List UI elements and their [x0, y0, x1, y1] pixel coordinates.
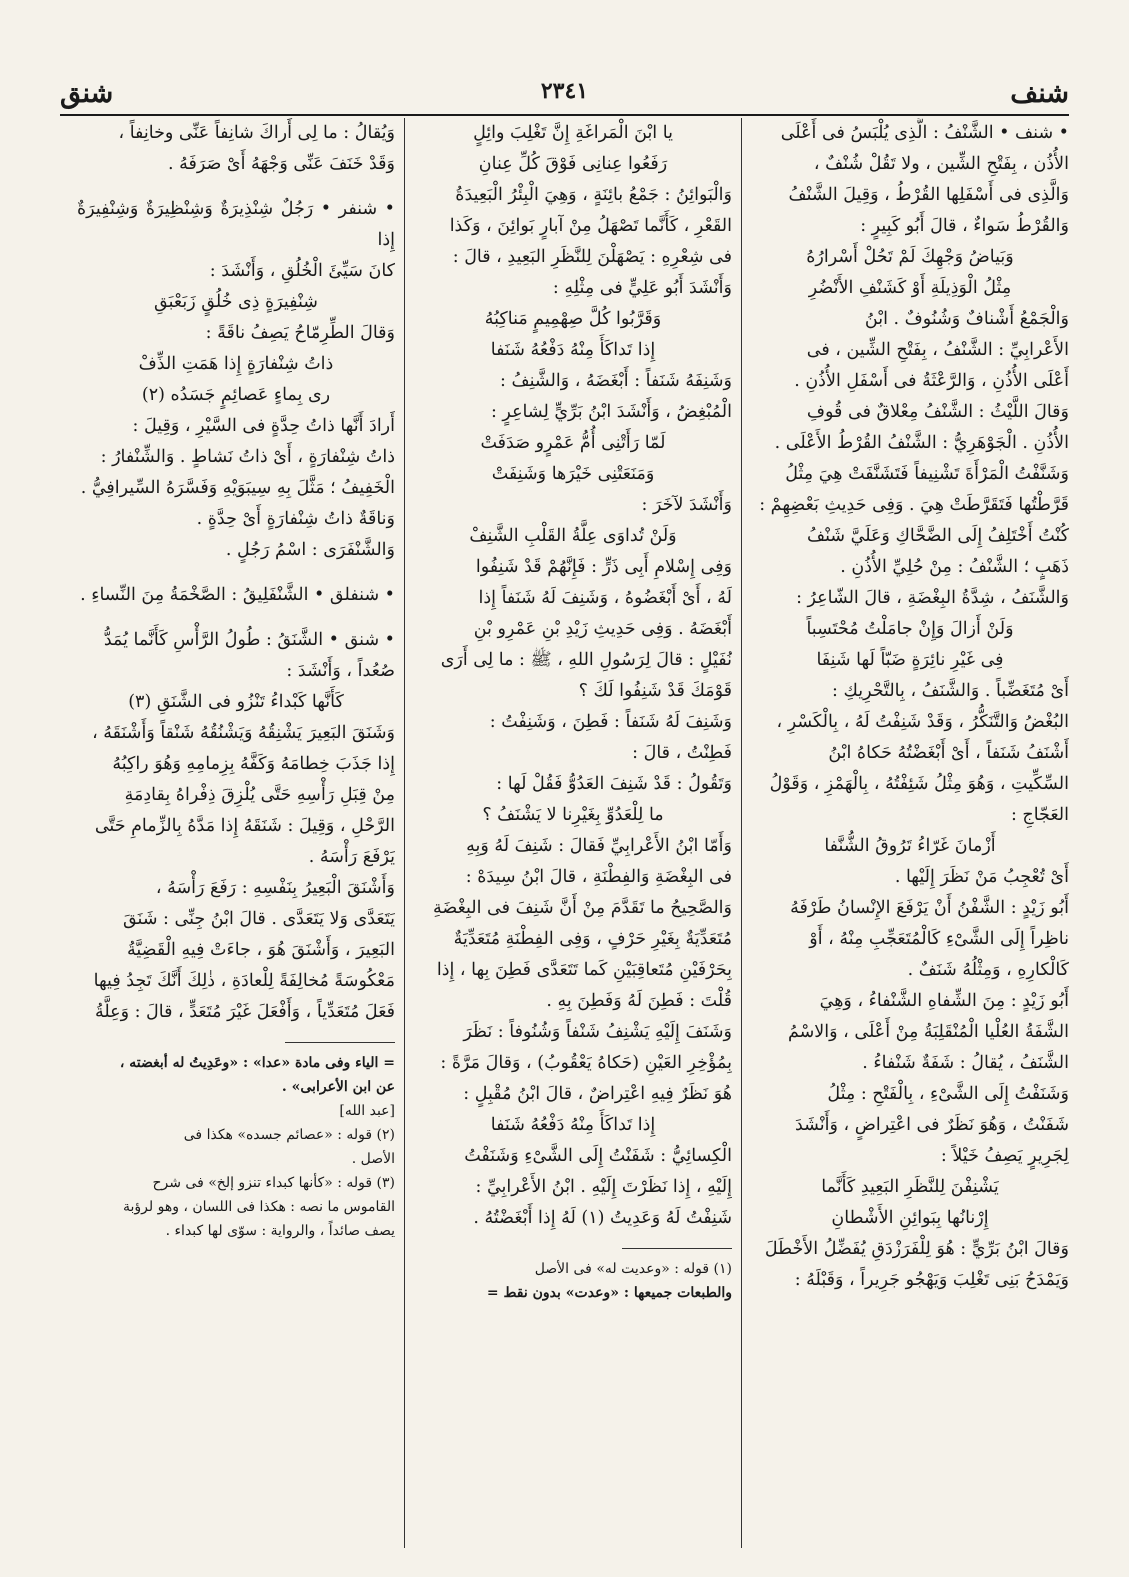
text-line: مَعْكُوسَةً مُخالِفَةً لِلْعادَةِ ، ذٰلِكَ أَنَّكَ تَجِدُ فِيها	[93, 971, 395, 991]
text-line: وَالَّذِى فى أَسْفَلِها القُرْطُ ، وَقِيلَ الشَّنْفُ	[788, 185, 1069, 205]
text-line: الشَّنَفُ ، يُقالُ : شَفَةٌ شَنْفاءُ .	[862, 1053, 1069, 1073]
text-line: كانَ سَيِّئَ الْخُلُقِ ، وَأَنْشَدَ :	[209, 261, 395, 281]
text-line: وَالشَّنَفُ ، شِدَّةُ البِغْضَةِ ، قالَ الشّاعِرُ :	[796, 588, 1069, 608]
verse-line: وَقَرَّبُوا كُلَّ صِهْمِيمٍ مَناكِبُهُ	[484, 309, 662, 329]
text-line: يَتَعَدَّى وَلا يَتَعَدَّى . قالَ ابْنُ جِنِّى : شَنَقَ	[122, 909, 395, 929]
text-line: ذَهَبٍ ؛ الشَّنْفُ : مِنْ حُلِيِّ الأُذُنِ .	[840, 557, 1069, 577]
text-line: الرَّحْلِ ، وَقِيلَ : شَنَقَهُ إِذا مَدَّهُ بِالزِّمامِ حَتَّى	[94, 816, 395, 836]
text-line: وَيَمْدَحُ بَنِى تَغْلِبَ وَيَهْجُو جَرِيراً ، وَقَبْلَهُ :	[794, 1270, 1069, 1290]
verse-line: ذاتُ شِنْفارَةٍ إِذا هَمَتِ الذِّفْ	[138, 354, 334, 374]
text-line: مُتَعَدِّيَةٌ بِغَيْرِ حَرْفٍ ، وَفِى الفِطْنَةِ مُتَعَدِّيَةٌ	[453, 929, 732, 949]
entry-start-line: • شنفلق • الشَّنْفَلِيقُ : الصَّخْمَةُ مِنَ النِّساءِ .	[80, 585, 395, 605]
verse-line: يَشْنِفْنَ لِلنَّظَرِ البَعِيدِ كَأَنَّما	[821, 1177, 999, 1197]
text-line: الأَعْرابِيِّ : الشَّنْفُ ، بِفَتْحِ الشِّين ، فى	[806, 340, 1069, 360]
text-line: لَهُ ، أَىْ أَبْغَضُوهُ ، وَشَنِفَ لَهُ شَنَفاً إِذا	[478, 588, 732, 608]
footnote-line: الأصل .	[351, 1151, 395, 1167]
text-line: أَبُو زَيْدٍ : مِنَ الشِّفاهِ الشَّنْفاءُ ، وَهِيَ	[819, 991, 1069, 1011]
text-line: وَيُقالُ : ما لِى أَراكَ شانِفاً عَنِّى وخانِفاً ،	[118, 123, 395, 143]
verse-line: أَزْمانَ غَرّاءُ تَرُوقُ الشُّنَّفا	[824, 836, 996, 856]
page-number: ٢٣٤١	[540, 78, 589, 104]
verse-line: وَلَنْ تُداوَى عِلَّةُ القَلْبِ الشَّنِفْ	[469, 526, 677, 546]
verse-line: إِذا تَداكَأَ مِنْهُ دَفْعُهُ شَنَفا	[490, 1115, 656, 1135]
text-line: الْكِسائِيُّ : شَفَنْتُ إِلَى الشَّىْءِ وَشَنَفْتُ	[464, 1146, 732, 1166]
verse-line: شِنْفِيرَةٍ ذِى خُلُقٍ زَبَعْبَقِ	[154, 292, 318, 312]
verse-line: كَأَنَّها كَبْداءُ تَنْزُو فى الشَّنَقِ (٣)	[128, 692, 344, 712]
text-line: وَشَنَّفْتُ الْمَرْأَةَ تَشْنِيفاً فَتَشَنَّفَتْ هِيَ مِثْلُ	[785, 464, 1069, 484]
column-divider	[404, 118, 405, 1548]
verse-line: رى بِماءٍ عَصائِمٍ جَسَدُه (٢)	[141, 385, 331, 405]
verse-line: فِى غَيْرِ نائِرَةٍ ضَبّاً لَها شَنِفَا	[816, 650, 1004, 670]
text-line: • شنف • الشَّنْفُ : الَّذِى يُلْبَسُ فى أَعْلَى	[780, 123, 1069, 143]
text-line: وَشَنِفَ لَهُ شَنَفاً : فَطِنَ ، وَشَنِفْتُ :	[489, 712, 732, 732]
text-line: لِجَرِيرٍ يَصِفُ خَيْلاً :	[940, 1146, 1069, 1166]
text-line: وَتَقُولُ : قَدْ شَنِفَ العَدُوُّ فَقُلْ لَها :	[496, 774, 732, 794]
text-line: إِذا جَذَبَ خِطامَهُ وَكَفَّهُ بِزِمامِهِ وَهُوَ راكِبُهُ	[112, 754, 395, 774]
text-line: القَعْرِ ، كَأَنَّما تَصْهَلُ مِنْ آبارٍ بَوائِنَ ، وَكَذا	[449, 216, 732, 236]
column-middle	[414, 118, 732, 1548]
text-line: فَعَلَ مُتَعَدِّياً ، وَأَفْعَلَ غَيْرَ مُتَعَدٍّ ، قالَ : وَعِلَّةُ	[94, 1002, 395, 1022]
text-line: وَشَنَفْتُ إِلَى الشَّىْءِ ، بِالْفَتْحِ : مِثْلُ	[827, 1084, 1069, 1104]
text-line: ذاتُ شِنْفارَةٍ ، أَىْ ذاتُ نَشاطٍ . وَالشِّنْفارُ :	[100, 447, 395, 467]
page-header	[60, 64, 1069, 116]
text-line: يَرْفَعَ رَأْسَهُ .	[308, 847, 395, 867]
text-line: وَالْبَوائِنُ : جَمْعُ بائِنَةٍ ، وَهِيَ الْبِئْرُ الْبَعِيدَةُ	[455, 185, 732, 205]
verse-line: وَلَنْ أَزالَ وَإِنْ جامَلْتُ مُحْتَسِباً	[806, 619, 1014, 639]
verse-line: إِرْنانُها بِبَوائِنِ الأَشْطانِ	[831, 1208, 989, 1228]
text-line: قُلْتَ : فَطِنَ لَهُ وَفَطِنَ بِهِ .	[546, 991, 732, 1011]
verse-line: وَمَنَعَتْنِى خَيْرَها وَشَنِفَتْ	[491, 464, 655, 484]
column-left	[77, 118, 395, 1548]
footnote-line: يصف صائداً ، والرواية : سوّى لها كبداء .	[165, 1223, 395, 1239]
text-line: وَأَنْشَدَ لآخَرَ :	[641, 495, 732, 515]
text-line: ناظِراً إِلَى الشَّىْءِ كَالْمُتَعَجِّبِ مِنْهُ ، أَوْ	[809, 929, 1069, 949]
text-line: أَرادَ أَنَّها ذاتُ حِدَّةٍ فى السَّيْرِ ، وَقِيلَ :	[132, 416, 395, 436]
text-line: قَوْمَكَ قَدْ شَنِفُوا لَكَ ؟	[578, 681, 732, 701]
footnote-line: (٢) قوله : «عصائم جسده» هكذا فى	[183, 1127, 395, 1143]
text-line: وَالقُرْطُ سَواءٌ ، قالَ أَبُو كَبِيرٍ :	[860, 216, 1069, 236]
entry-start-line: • شنفر • رَجُلٌ شِنْذِيرَةٌ وَشِنْظِيرَةٌ وَشِنْفِيرَةٌ إِذا	[77, 199, 395, 250]
text-line: البُغْضُ وَالتَّنَكُّرُ ، وَقَدْ شَنِفْتُ لَهُ ، بِالْكَسْرِ ،	[776, 712, 1069, 732]
entry-start-line: • شنق • الشَّنَقُ : طُولُ الرَّأْسِ كَأَنَّما يُمَدُّ	[103, 630, 395, 650]
footnote-line: القاموس ما نصه : هكذا فى اللسان ، وهو لرؤبة	[123, 1199, 395, 1215]
text-line: الأُذُن ، بِفَتْحِ الشِّين ، ولا تَقُلْ شُنْفٌ ،	[813, 154, 1069, 174]
text-line: وَناقَةٌ ذاتُ شِنْفارَةٍ أَىْ حِدَّةٍ .	[196, 509, 395, 529]
footnote-line: والطبعات جميعها : «وعدت» بدون نقط =	[486, 1285, 732, 1301]
verse-line: يا ابْنَ الْمَراغَةِ إِنَّ تَغْلِبَ وائِلٍ	[473, 123, 673, 143]
header-root-word: شنف	[1010, 78, 1069, 109]
text-line: نُفَيْلٍ : قالَ لِرَسُولِ اللهِ ، ﷺ : ما لِى أَرَى	[440, 650, 732, 670]
verse-line: لَمّا رَأَتْنِى أُمُّ عَمْرٍو صَدَفَتْ	[480, 433, 666, 453]
text-line: أَبُو زَيْدٍ : الشَّفْنُ أَنْ يَرْفَعَ الإِنْسانُ طَرْفَهُ	[790, 898, 1069, 918]
header-last-root-word: شنق	[60, 78, 114, 109]
footnote-line: (٣) قوله : «كأنها كبداء تنزو إلخ» فى شرح	[152, 1175, 395, 1191]
column-divider	[741, 118, 742, 1548]
text-line: السِّكِّيتِ ، وَهُوَ مِثْلُ شَئِفْتُهُ ، بِالْهَمْزِ ، وَقَوْلُ	[769, 774, 1069, 794]
footnote-rule	[285, 1042, 395, 1043]
text-line: وَأَنْشَدَ أَبُو عَلِيٍّ فى مِثْلِهِ :	[552, 278, 732, 298]
text-line: البَعِيرَ ، وَأَشْنَقَ هُوَ ، جاءَتْ فِيهِ الْقَضِيَّةُ	[127, 940, 395, 960]
footnote-line: (١) قوله : «وعديت له» فى الأصل	[534, 1261, 732, 1277]
text-line: فَطِنْتُ ، قالَ :	[632, 743, 732, 763]
text-line: أَشْنَفُ شَنَفاً ، أَىْ أَبْغَضْتُهُ حَكاهُ ابْنُ	[828, 743, 1069, 763]
text-line: فى البِغْضَةِ وَالفِطْنَةِ ، قالَ ابْنُ سِيدَهْ :	[465, 867, 732, 887]
footnote-line: = الياء وفى مادة «عدا» : «وعَدِيتُ له أبغضته ،	[119, 1055, 395, 1071]
text-columns	[60, 118, 1069, 1548]
verse-line: ما لِلْعَدُوِّ بِغَيْرِنا لا يَشْنَفُ ؟	[482, 805, 664, 825]
text-line: الْخَفِيفُ ؛ مَثَّلَ بِهِ سِيبَوَيْهِ وَفَسَّرَهُ السِّيرافِيُّ .	[80, 478, 395, 498]
text-line: وَالصَّحِيحُ ما تَقَدَّمَ مِنْ أَنَّ شَنِفَ فى البِغْضَةِ	[433, 898, 732, 918]
text-line: كَالْكارِهِ ، وَمِثْلُهُ شَنَفٌ .	[907, 960, 1069, 980]
text-line: وَشَنَقَ البَعِيرَ يَشْنِقُهُ وَيَشْنُقُهُ شَنْقاً وَأَشْنَقَهُ ،	[92, 723, 395, 743]
text-line: هُوَ نَظَرٌ فِيهِ اعْتِراضٌ ، قالَ ابْنُ مُقْبِلٍ :	[463, 1084, 732, 1104]
text-line: الشَّفَةُ العُلْيا الْمُنْقَلِبَةُ مِنْ أَعْلَى ، وَالاسْمُ	[788, 1022, 1069, 1042]
text-line: وَشَنَفَ إِلَيْهِ يَشْنِفُ شَنْفاً وَشُنُوفاً : نَظَرَ	[463, 1022, 732, 1042]
text-line: مِنْ قِبَلِ رَأْسِهِ حَتَّى يُلْزِقَ ذِفْراهُ بِقادِمَةِ	[124, 785, 395, 805]
text-line: بِمُؤْخِرِ العَيْنِ (حَكاهُ يَعْقُوبُ) ، وَقالَ مَرَّةً :	[440, 1053, 732, 1073]
text-line: شَفَنْتُ ، وَهُوَ نَظَرٌ فى اعْتِراضٍ ، وَأَنْشَدَ	[794, 1115, 1069, 1135]
column-right	[751, 118, 1069, 1548]
text-line: قَرَّطْتُها فَتَقَرَّطَتْ هِيَ . وَفِى حَدِيثِ بَعْضِهِمْ :	[759, 495, 1069, 515]
text-line: صُعُداً ، وَأَنْشَدَ :	[286, 661, 395, 681]
text-line: فى شِعْرِهِ : يَصْهَلْنَ لِلنَّظَرِ البَعِيدِ ، قالَ :	[452, 247, 732, 267]
text-line: وَقالَ ابْنُ بَرِّيٍّ : هُوَ لِلْفَرَزْدَقِ يُفَضِّلُ الأَخْطَلَ	[764, 1239, 1069, 1259]
text-line: بِحَرْفَيْنِ مُتَعاقِبَيْنِ كَما تَتَعَدَّى فَطِنَ بِها ، إِذا	[436, 960, 732, 980]
text-line: العَجّاجِ :	[1010, 805, 1069, 825]
text-line: وَقَدْ خَنَفَ عَنِّى وَجْهَهُ أَىْ صَرَفَهُ .	[167, 154, 395, 174]
text-line: وَالشَّنْفَرَى : اسْمُ رَجُلٍ .	[225, 540, 395, 560]
footnote-line: [عبد الله]	[339, 1103, 395, 1119]
verse-line: وَبَياضُ وَجْهِكَ لَمْ تَحُلْ أَسْرارُهُ	[806, 247, 1014, 267]
verse-line: رَفَعُوا عِنانِى فَوْقَ كُلِّ عِنانِ	[478, 154, 668, 174]
footnote-rule	[622, 1248, 732, 1249]
text-line: إِلَيْهِ ، إِذا نَظَرْتَ إِلَيْهِ . ابْنُ الأَعْرابِيِّ :	[475, 1177, 732, 1197]
text-line: وَشَنِفَهُ شَنَفاً : أَبْغَضَهُ ، وَالشَّنِفُ :	[500, 371, 732, 391]
text-line: وَأَمّا ابْنُ الأَعْرابِيِّ فَقالَ : شَنِفَ لَهُ وَبِهِ	[466, 836, 732, 856]
text-line: أَىْ تُعْجِبُ مَنْ نَظَرَ إِلَيْها .	[894, 867, 1069, 887]
text-line: الأُذُنِ . الْجَوْهَرِيُّ : الشَّنْفُ القُرْطُ الأَعْلَى .	[774, 433, 1069, 453]
text-line: وَقالَ الطِّرِمّاحُ يَصِفُ ناقَةً :	[205, 323, 395, 343]
text-line: شَنِفْتُ لَهُ وَعَدِيتُ (١) لَهُ إِذا أَبْغَضْتُهُ .	[473, 1208, 732, 1228]
verse-line: مِثْلُ الْوَذِيلَةِ أَوْ كَشَنْفِ الأَنْضُرِ	[808, 278, 1012, 298]
footnote-line: عن ابن الأعرابى» .	[281, 1079, 395, 1095]
text-line: كُنْتُ أَخْتَلِفُ إِلَى الضَّحَّاكِ وَعَلَيَّ شَنْفُ	[806, 526, 1069, 546]
verse-line: إِذا تَداكَأَ مِنْهُ دَفْعُهُ شَنَفا	[490, 340, 656, 360]
text-line: وَأَشْنَقَ الْبَعِيرُ بِنَفْسِهِ : رَفَعَ رَأْسَهُ ،	[155, 878, 395, 898]
text-line: أَبْغَضَهُ . وَفِى حَدِيثِ زَيْدِ بْنِ عَمْرِو بْنِ	[473, 619, 732, 639]
text-line: وَفِى إِسْلامِ أَبِى ذَرٍّ : فَإِنَّهُمْ قَدْ شَنِفُوا	[475, 557, 732, 577]
text-line: وَقالَ اللَّيْثُ : الشَّنْفُ مِعْلاقٌ فى قُوفِ	[806, 402, 1069, 422]
text-line: أَعْلَى الأُذُنِ ، وَالرَّعْثَةُ فى أَسْفَلِ الأُذُنِ .	[794, 371, 1069, 391]
text-line: وَالْجَمْعُ أَشْنافٌ وَشُنُوفٌ . ابْنُ	[864, 309, 1069, 329]
text-line: أَىْ مُتَغَضِّباً . وَالشَّنَفُ ، بِالتَّحْرِيكِ :	[832, 681, 1069, 701]
text-line: الْمُبْغِضُ ، وَأَنْشَدَ ابْنُ بَرِّيٍّ لِشاعِرٍ :	[490, 402, 732, 422]
